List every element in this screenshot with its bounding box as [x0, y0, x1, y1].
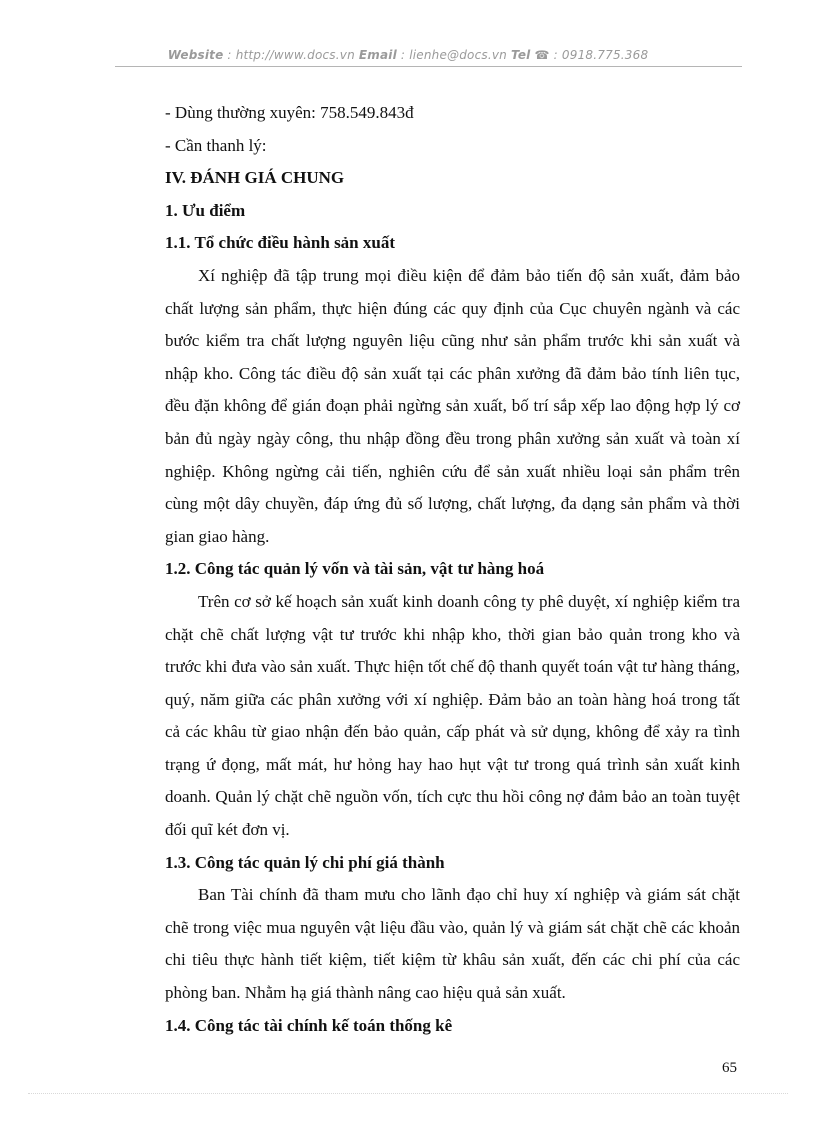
tel-value: : 0918.775.368 — [549, 48, 649, 62]
email-label: Email — [358, 48, 397, 62]
heading-1-2: 1.2. Công tác quản lý vốn và tài sản, vật tư hàng hoá — [165, 559, 545, 579]
phone-icon: ☎ — [534, 48, 550, 62]
footer-divider — [28, 1093, 788, 1094]
list-item-liquidation: - Cần thanh lý: — [165, 135, 267, 155]
email-value: : lienhe@docs.vn — [396, 48, 511, 62]
website-value: : http://www.docs.vn — [223, 48, 359, 62]
website-label: Website — [167, 48, 224, 62]
page-number: 65 — [722, 1060, 737, 1076]
tel-label: Tel — [510, 48, 531, 62]
header-divider — [115, 66, 742, 67]
section-title: IV. ĐÁNH GIÁ CHUNG — [165, 168, 345, 188]
document-body — [165, 97, 740, 1042]
heading-1-1: 1.1. Tổ chức điều hành sản xuất — [165, 233, 396, 253]
subsection-title: 1. Ưu điểm — [165, 200, 246, 220]
list-item-regular-use: - Dùng thường xuyên: 758.549.843đ — [165, 103, 414, 122]
heading-1-3: 1.3. Công tác quản lý chi phí giá thành — [165, 852, 445, 872]
paragraph-1-2: Trên cơ sở kế hoạch sản xuất kinh doanh công ty phê duyệt, xí nghiệp kiểm tra chặt chẽ chất lượng vật tư trước khi nhập kho, thời gian bảo quản trong kho và trước khi đưa vào sản xuất. Thực hiện tốt chế độ thanh quyết toán vật tư hàng tháng, quý, năm giữa các phân xưởng với xí nghiệp. Đảm bảo an toàn hàng hoá trong tất cả các khâu từ giao nhận đến bảo quản, cấp phát và sử dụng, không để xảy ra tình trạng ứ đọng, mất mát, hư hỏng hay hao hụt vật tư trong quá trình sản xuất kinh doanh. Quản lý chặt chẽ nguồn vốn, tích cực thu hồi công nợ đảm bảo an toàn tuyệt đối quĩ két đơn vị. — [165, 591, 740, 840]
paragraph-1-3: Ban Tài chính đã tham mưu cho lãnh đạo chỉ huy xí nghiệp và giám sát chặt chẽ trong việc mua nguyên vật liệu đầu vào, quản lý và giám sát chặt chẽ các khoản chi tiêu thực hành tiết kiệm, tiết kiệm từ khâu sản xuất, đến các chi phí của các phòng ban. Nhằm hạ giá thành nâng cao hiệu quả sản xuất. — [165, 885, 740, 1003]
heading-1-4: 1.4. Công tác tài chính kế toán thống kê — [165, 1015, 453, 1035]
paragraph-1-1: Xí nghiệp đã tập trung mọi điều kiện để đảm bảo tiến độ sản xuất, đảm bảo chất lượng sản phẩm, thực hiện đúng các quy định của Cục chuyên ngành và các bước kiểm tra chất lượng nguyên liệu cũng như sản phẩm trước khi sản xuất và nhập kho. Công tác điều độ sản xuất tại các phân xưởng đã đảm bảo tính liên tục, đều đặn không để gián đoạn phải ngừng sản xuất, bố trí sắp xếp lao động hợp lý cơ bản đủ ngày ngày công, thu nhập đồng đều trong phân xưởng sản xuất và toàn xí nghiệp. Không ngừng cải tiến, nghiên cứu để sản xuất nhiều loại sản phẩm trên cùng một dây chuyền, đáp ứng đủ số lượng, chất lượng, đa dạng sản phẩm và thời gian giao hàng. — [165, 265, 740, 546]
page-header — [0, 48, 816, 62]
